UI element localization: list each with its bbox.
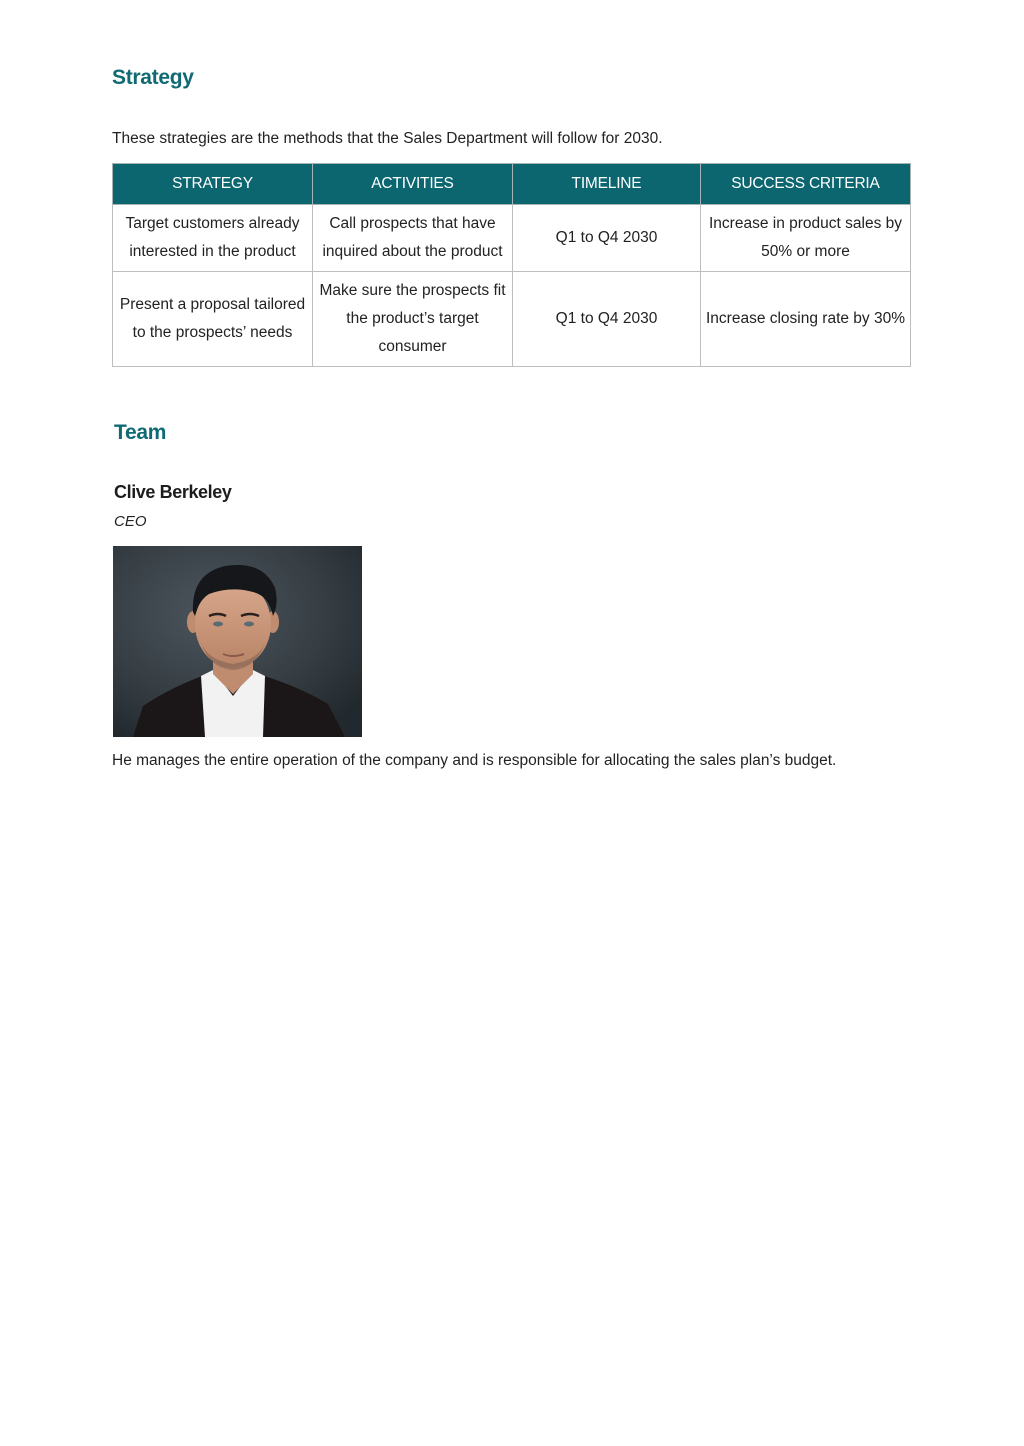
- table-header-row: [113, 164, 911, 205]
- cell-success-criteria: Increase closing rate by 30%: [701, 272, 911, 367]
- cell-activities: Make sure the prospects fit the product’s target consumer: [313, 272, 513, 367]
- strategy-intro: These strategies are the methods that the Sales Department will follow for 2030.: [112, 130, 663, 147]
- cell-timeline: Q1 to Q4 2030: [513, 272, 701, 367]
- strategy-table: [112, 163, 911, 367]
- member-role: CEO: [114, 513, 147, 530]
- portrait-photo: [113, 546, 362, 737]
- table-row: [113, 205, 911, 272]
- portrait-illustration-icon: [113, 546, 362, 737]
- column-header-strategy: STRATEGY: [113, 164, 313, 205]
- cell-strategy: Present a proposal tailored to the prospects’ needs: [113, 272, 313, 367]
- cell-activities: Call prospects that have inquired about the product: [313, 205, 513, 272]
- cell-strategy: Target customers already interested in the product: [113, 205, 313, 272]
- member-description: He manages the entire operation of the company and is responsible for allocating the sales plan’s budget.: [112, 752, 837, 769]
- cell-timeline: Q1 to Q4 2030: [513, 205, 701, 272]
- strategy-heading: Strategy: [112, 66, 194, 89]
- cell-success-criteria: Increase in product sales by 50% or more: [701, 205, 911, 272]
- column-header-activities: ACTIVITIES: [313, 164, 513, 205]
- column-header-success-criteria: SUCCESS CRITERIA: [701, 164, 911, 205]
- table-row: [113, 272, 911, 367]
- member-name: Clive Berkeley: [114, 482, 232, 502]
- column-header-timeline: TIMELINE: [513, 164, 701, 205]
- team-heading: Team: [114, 421, 167, 444]
